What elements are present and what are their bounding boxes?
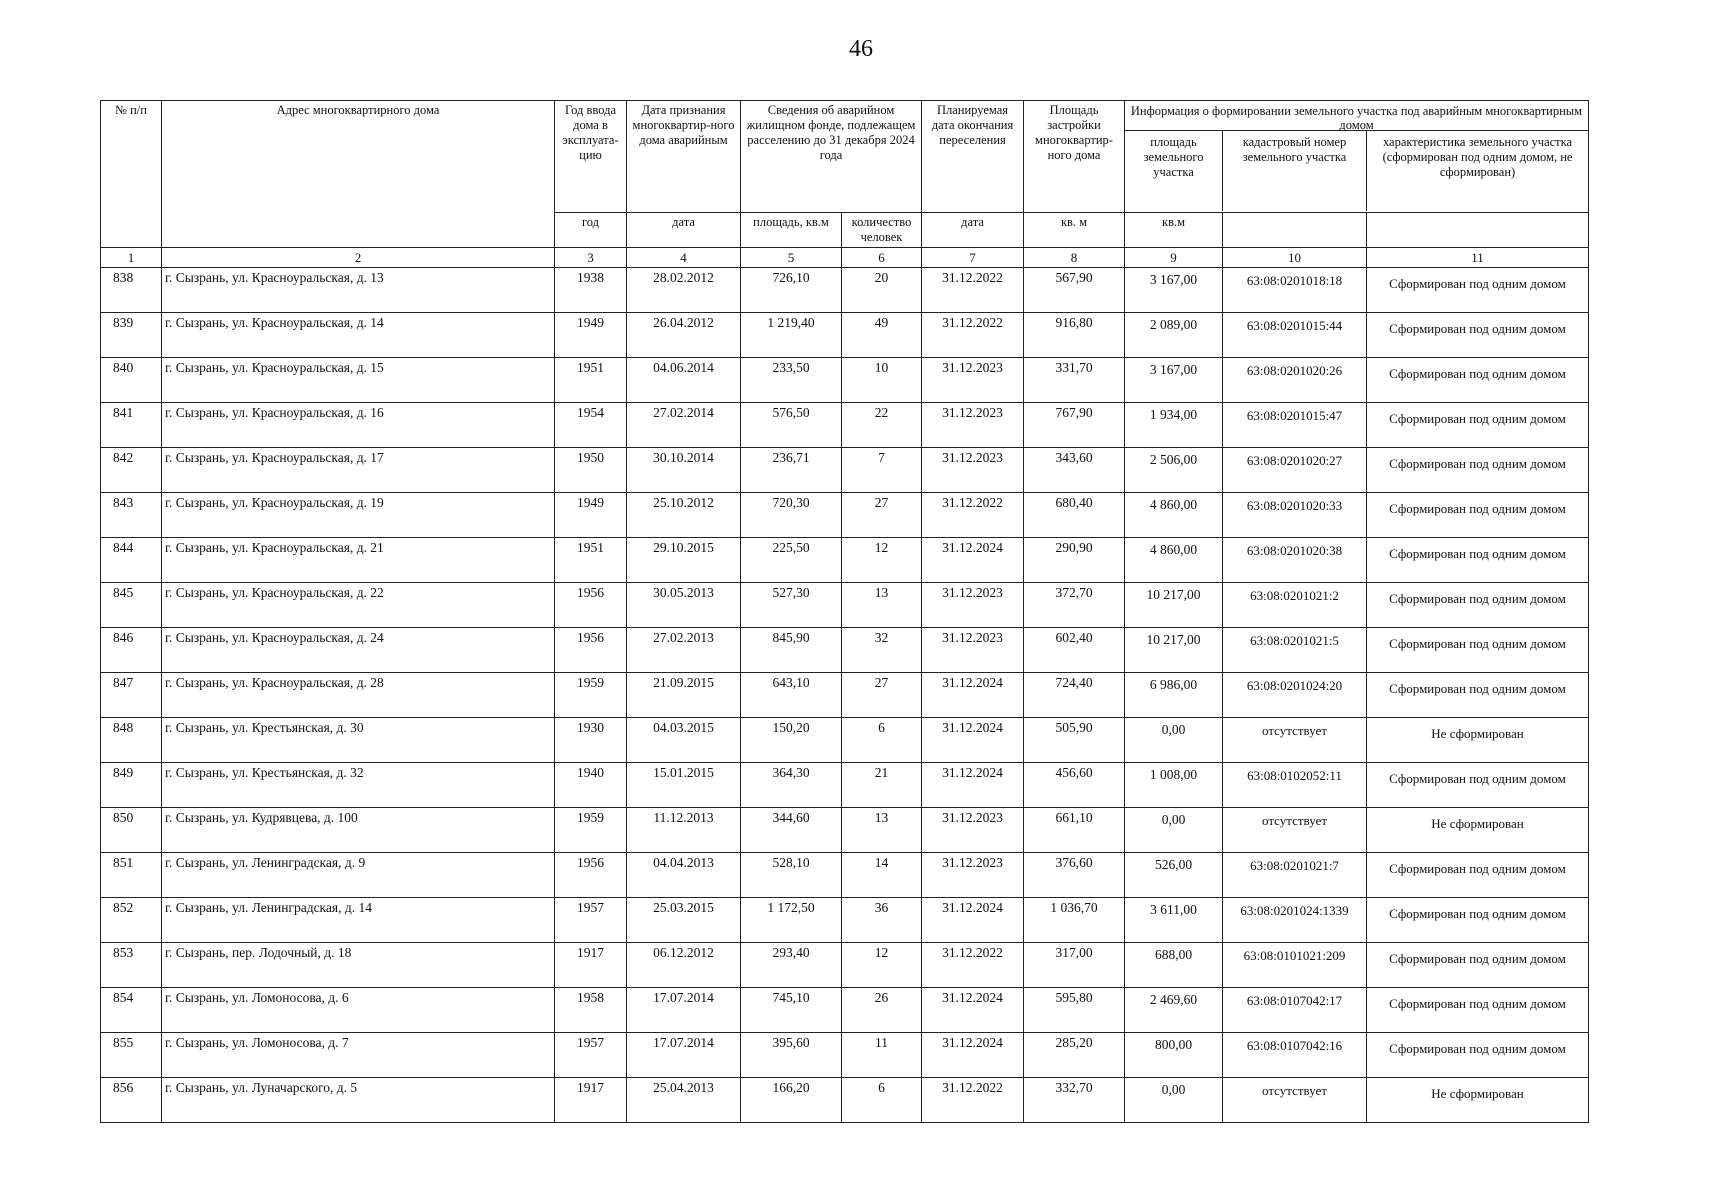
row-people: 13 [842,583,922,628]
header-land-characteristic: характеристика земельного участка (сформирован под одним домом, не сформирован) [1382,135,1573,179]
row-land-status: Сформирован под одним домом [1367,313,1589,358]
row-year: 1956 [555,853,627,898]
row-recognition-date: 26.04.2012 [627,313,741,358]
row-land-area: 3 167,00 [1125,268,1223,313]
row-land-area: 6 986,00 [1125,673,1223,718]
table-row [101,988,1589,1033]
row-building-area: 602,40 [1024,628,1125,673]
row-people: 10 [842,358,922,403]
row-people: 11 [842,1033,922,1078]
column-number: 11 [1367,248,1589,268]
row-year: 1956 [555,628,627,673]
table-row [101,1078,1589,1123]
row-people: 49 [842,313,922,358]
row-building-area: 332,70 [1024,1078,1125,1123]
row-recognition-date: 11.12.2013 [627,808,741,853]
header-planned-date: Планируемая дата окончания переселения [922,101,1024,213]
header-building-area: Площадь застройки многоквартир-ного дома [1024,101,1125,213]
row-planned-date: 31.12.2023 [922,853,1024,898]
row-address: г. Сызрань, ул. Красноуральская, д. 15 [162,358,555,403]
row-address: г. Сызрань, ул. Луначарского, д. 5 [162,1078,555,1123]
row-year: 1917 [555,1078,627,1123]
row-year: 1956 [555,583,627,628]
row-address: г. Сызрань, ул. Красноуральская, д. 22 [162,583,555,628]
table-row [101,673,1589,718]
row-area: 1 219,40 [741,313,842,358]
row-number: 845 [101,583,162,628]
row-recognition-date: 25.04.2013 [627,1078,741,1123]
row-year: 1954 [555,403,627,448]
column-number: 10 [1223,248,1367,268]
row-land-area: 2 089,00 [1125,313,1223,358]
row-people: 6 [842,1078,922,1123]
row-people: 21 [842,763,922,808]
row-number: 848 [101,718,162,763]
row-cadastral-number: 63:08:0201020:27 [1223,448,1367,493]
row-recognition-date: 25.03.2015 [627,898,741,943]
column-number-row [101,248,1589,268]
row-area: 236,71 [741,448,842,493]
row-planned-date: 31.12.2024 [922,988,1024,1033]
table-row [101,1033,1589,1078]
row-building-area: 595,80 [1024,988,1125,1033]
row-recognition-date: 17.07.2014 [627,988,741,1033]
unit-people: количество человек [842,213,922,248]
header-land-info [1125,101,1589,213]
row-area: 364,30 [741,763,842,808]
row-number: 851 [101,853,162,898]
row-land-status: Сформирован под одним домом [1367,898,1589,943]
row-cadastral-number: 63:08:0201020:26 [1223,358,1367,403]
column-number: 2 [162,248,555,268]
row-recognition-date: 30.05.2013 [627,583,741,628]
row-number: 849 [101,763,162,808]
row-land-area: 0,00 [1125,1078,1223,1123]
row-people: 20 [842,268,922,313]
row-address: г. Сызрань, ул. Красноуральская, д. 14 [162,313,555,358]
row-land-status: Сформирован под одним домом [1367,673,1589,718]
table-row [101,898,1589,943]
row-land-status: Сформирован под одним домом [1367,268,1589,313]
row-land-status: Сформирован под одним домом [1367,538,1589,583]
row-cadastral-number: 63:08:0107042:17 [1223,988,1367,1033]
row-recognition-date: 04.06.2014 [627,358,741,403]
row-building-area: 505,90 [1024,718,1125,763]
row-people: 13 [842,808,922,853]
row-land-area: 3 611,00 [1125,898,1223,943]
row-cadastral-number: 63:08:0101021:209 [1223,943,1367,988]
row-planned-date: 31.12.2022 [922,268,1024,313]
row-building-area: 456,60 [1024,763,1125,808]
row-building-area: 916,80 [1024,313,1125,358]
row-area: 643,10 [741,673,842,718]
unit-year: год [555,213,627,248]
row-recognition-date: 25.10.2012 [627,493,741,538]
row-number: 855 [101,1033,162,1078]
row-building-area: 376,60 [1024,853,1125,898]
table-row [101,403,1589,448]
row-planned-date: 31.12.2022 [922,1078,1024,1123]
row-year: 1917 [555,943,627,988]
row-cadastral-number: 63:08:0201021:5 [1223,628,1367,673]
row-area: 528,10 [741,853,842,898]
row-area: 845,90 [741,628,842,673]
row-cadastral-number: 63:08:0201024:1339 [1223,898,1367,943]
row-recognition-date: 04.04.2013 [627,853,741,898]
table-body [101,268,1589,1123]
row-cadastral-number: отсутствует [1223,808,1367,853]
row-recognition-date: 27.02.2013 [627,628,741,673]
row-people: 27 [842,673,922,718]
row-cadastral-number: 63:08:0201020:38 [1223,538,1367,583]
table-row [101,313,1589,358]
row-planned-date: 31.12.2022 [922,943,1024,988]
row-cadastral-number: 63:08:0201018:18 [1223,268,1367,313]
header-cadastral: кадастровый номер земельного участка [1223,131,1367,211]
row-planned-date: 31.12.2024 [922,898,1024,943]
row-land-status: Сформирован под одним домом [1367,628,1589,673]
page-number: 46 [849,36,873,62]
header-land-area: площадь земельного участка [1125,131,1223,211]
row-number: 843 [101,493,162,538]
row-building-area: 567,90 [1024,268,1125,313]
row-address: г. Сызрань, ул. Красноуральская, д. 13 [162,268,555,313]
row-people: 36 [842,898,922,943]
row-building-area: 343,60 [1024,448,1125,493]
unit-area: площадь, кв.м [741,213,842,248]
row-address: г. Сызрань, ул. Ломоносова, д. 7 [162,1033,555,1078]
row-land-area: 0,00 [1125,808,1223,853]
row-land-area: 4 860,00 [1125,493,1223,538]
row-year: 1959 [555,808,627,853]
row-address: г. Сызрань, ул. Красноуральская, д. 21 [162,538,555,583]
row-number: 844 [101,538,162,583]
row-year: 1959 [555,673,627,718]
row-address: г. Сызрань, ул. Красноуральская, д. 28 [162,673,555,718]
column-number: 7 [922,248,1024,268]
row-year: 1949 [555,493,627,538]
table-row [101,628,1589,673]
unit-characteristic [1367,213,1589,248]
row-land-area: 1 008,00 [1125,763,1223,808]
column-number: 4 [627,248,741,268]
column-number: 1 [101,248,162,268]
row-planned-date: 31.12.2023 [922,808,1024,853]
row-year: 1940 [555,763,627,808]
unit-date: дата [627,213,741,248]
row-address: г. Сызрань, ул. Красноуральская, д. 17 [162,448,555,493]
row-land-area: 0,00 [1125,718,1223,763]
row-number: 839 [101,313,162,358]
row-number: 856 [101,1078,162,1123]
unit-building-area: кв. м [1024,213,1125,248]
header-land-info-title: Информация о формировании земельного участка под аварийным многоквартирным домом [1125,101,1588,131]
row-cadastral-number: 63:08:0102052:11 [1223,763,1367,808]
row-recognition-date: 28.02.2012 [627,268,741,313]
row-land-area: 800,00 [1125,1033,1223,1078]
table-row [101,493,1589,538]
row-land-status: Не сформирован [1367,718,1589,763]
header-year-entry: Год ввода дома в эксплуата-цию [555,101,627,213]
row-year: 1930 [555,718,627,763]
row-building-area: 1 036,70 [1024,898,1125,943]
column-number: 9 [1125,248,1223,268]
column-number: 5 [741,248,842,268]
row-area: 576,50 [741,403,842,448]
row-number: 842 [101,448,162,493]
row-address: г. Сызрань, ул. Кудрявцева, д. 100 [162,808,555,853]
row-cadastral-number: отсутствует [1223,718,1367,763]
row-number: 853 [101,943,162,988]
row-year: 1958 [555,988,627,1033]
row-address: г. Сызрань, ул. Ленинградская, д. 9 [162,853,555,898]
row-area: 1 172,50 [741,898,842,943]
row-people: 27 [842,493,922,538]
unit-planned-date: дата [922,213,1024,248]
row-land-area: 1 934,00 [1125,403,1223,448]
row-planned-date: 31.12.2022 [922,313,1024,358]
row-recognition-date: 15.01.2015 [627,763,741,808]
row-number: 846 [101,628,162,673]
row-area: 225,50 [741,538,842,583]
row-cadastral-number: 63:08:0201021:7 [1223,853,1367,898]
column-number: 3 [555,248,627,268]
row-building-area: 724,40 [1024,673,1125,718]
row-land-area: 10 217,00 [1125,628,1223,673]
row-planned-date: 31.12.2024 [922,1033,1024,1078]
emergency-housing-table [100,100,1589,1123]
row-area: 233,50 [741,358,842,403]
row-people: 26 [842,988,922,1033]
row-building-area: 290,90 [1024,538,1125,583]
table-row [101,583,1589,628]
row-land-status: Сформирован под одним домом [1367,763,1589,808]
row-land-status: Сформирован под одним домом [1367,988,1589,1033]
row-land-status: Сформирован под одним домом [1367,583,1589,628]
row-area: 344,60 [741,808,842,853]
row-address: г. Сызрань, ул. Ломоносова, д. 6 [162,988,555,1033]
row-land-status: Не сформирован [1367,808,1589,853]
row-cadastral-number: 63:08:0201020:33 [1223,493,1367,538]
row-area: 527,30 [741,583,842,628]
row-building-area: 372,70 [1024,583,1125,628]
row-people: 6 [842,718,922,763]
row-address: г. Сызрань, ул. Крестьянская, д. 32 [162,763,555,808]
row-area: 166,20 [741,1078,842,1123]
row-recognition-date: 29.10.2015 [627,538,741,583]
row-number: 852 [101,898,162,943]
row-address: г. Сызрань, пер. Лодочный, д. 18 [162,943,555,988]
row-land-area: 526,00 [1125,853,1223,898]
row-building-area: 317,00 [1024,943,1125,988]
row-recognition-date: 21.09.2015 [627,673,741,718]
table-row [101,448,1589,493]
row-year: 1951 [555,358,627,403]
row-land-area: 4 860,00 [1125,538,1223,583]
row-number: 840 [101,358,162,403]
row-land-area: 3 167,00 [1125,358,1223,403]
row-cadastral-number: 63:08:0201015:44 [1223,313,1367,358]
row-address: г. Сызрань, ул. Крестьянская, д. 30 [162,718,555,763]
table-row [101,943,1589,988]
row-planned-date: 31.12.2023 [922,628,1024,673]
row-planned-date: 31.12.2023 [922,448,1024,493]
column-number: 6 [842,248,922,268]
row-year: 1938 [555,268,627,313]
row-land-area: 10 217,00 [1125,583,1223,628]
unit-land-area: кв.м [1125,213,1223,248]
row-cadastral-number: 63:08:0201021:2 [1223,583,1367,628]
row-year: 1949 [555,313,627,358]
row-address: г. Сызрань, ул. Красноуральская, д. 19 [162,493,555,538]
row-people: 12 [842,538,922,583]
row-area: 720,30 [741,493,842,538]
row-land-area: 688,00 [1125,943,1223,988]
table-row [101,808,1589,853]
row-land-status: Не сформирован [1367,1078,1589,1123]
row-number: 850 [101,808,162,853]
row-planned-date: 31.12.2024 [922,673,1024,718]
row-people: 7 [842,448,922,493]
row-address: г. Сызрань, ул. Красноуральская, д. 24 [162,628,555,673]
row-area: 395,60 [741,1033,842,1078]
table-row [101,763,1589,808]
row-year: 1951 [555,538,627,583]
row-land-status: Сформирован под одним домом [1367,403,1589,448]
row-area: 293,40 [741,943,842,988]
row-land-area: 2 469,60 [1125,988,1223,1033]
row-recognition-date: 27.02.2014 [627,403,741,448]
row-land-status: Сформирован под одним домом [1367,853,1589,898]
table-row [101,853,1589,898]
row-building-area: 767,90 [1024,403,1125,448]
row-recognition-date: 06.12.2012 [627,943,741,988]
row-land-status: Сформирован под одним домом [1367,358,1589,403]
row-land-area: 2 506,00 [1125,448,1223,493]
row-people: 12 [842,943,922,988]
row-area: 745,10 [741,988,842,1033]
row-year: 1957 [555,898,627,943]
row-year: 1950 [555,448,627,493]
row-cadastral-number: отсутствует [1223,1078,1367,1123]
row-planned-date: 31.12.2022 [922,493,1024,538]
column-number: 8 [1024,248,1125,268]
table-row [101,268,1589,313]
row-address: г. Сызрань, ул. Красноуральская, д. 16 [162,403,555,448]
row-area: 726,10 [741,268,842,313]
row-building-area: 331,70 [1024,358,1125,403]
row-planned-date: 31.12.2024 [922,538,1024,583]
row-year: 1957 [555,1033,627,1078]
row-number: 847 [101,673,162,718]
row-number: 854 [101,988,162,1033]
row-people: 14 [842,853,922,898]
table-row [101,358,1589,403]
row-cadastral-number: 63:08:0201015:47 [1223,403,1367,448]
header-num: № п/п [101,101,162,248]
row-recognition-date: 04.03.2015 [627,718,741,763]
header-emergency-fund: Сведения об аварийном жилищном фонде, подлежащем расселению до 31 декабря 2024 года [741,101,922,213]
row-building-area: 661,10 [1024,808,1125,853]
row-building-area: 285,20 [1024,1033,1125,1078]
row-recognition-date: 17.07.2014 [627,1033,741,1078]
row-planned-date: 31.12.2023 [922,403,1024,448]
row-planned-date: 31.12.2024 [922,718,1024,763]
row-people: 22 [842,403,922,448]
header-date-recognition: Дата признания многоквартир-ного дома аварийным [627,101,741,213]
row-cadastral-number: 63:08:0201024:20 [1223,673,1367,718]
row-address: г. Сызрань, ул. Ленинградская, д. 14 [162,898,555,943]
row-cadastral-number: 63:08:0107042:16 [1223,1033,1367,1078]
table-row [101,538,1589,583]
row-land-status: Сформирован под одним домом [1367,943,1589,988]
unit-cadastral [1223,213,1367,248]
header-address: Адрес многоквартирного дома [162,101,555,248]
row-planned-date: 31.12.2024 [922,763,1024,808]
row-people: 32 [842,628,922,673]
table-row [101,718,1589,763]
row-land-status: Сформирован под одним домом [1367,1033,1589,1078]
row-planned-date: 31.12.2023 [922,583,1024,628]
row-number: 838 [101,268,162,313]
row-planned-date: 31.12.2023 [922,358,1024,403]
row-area: 150,20 [741,718,842,763]
row-recognition-date: 30.10.2014 [627,448,741,493]
row-land-status: Сформирован под одним домом [1367,448,1589,493]
row-land-status: Сформирован под одним домом [1367,493,1589,538]
row-building-area: 680,40 [1024,493,1125,538]
row-number: 841 [101,403,162,448]
